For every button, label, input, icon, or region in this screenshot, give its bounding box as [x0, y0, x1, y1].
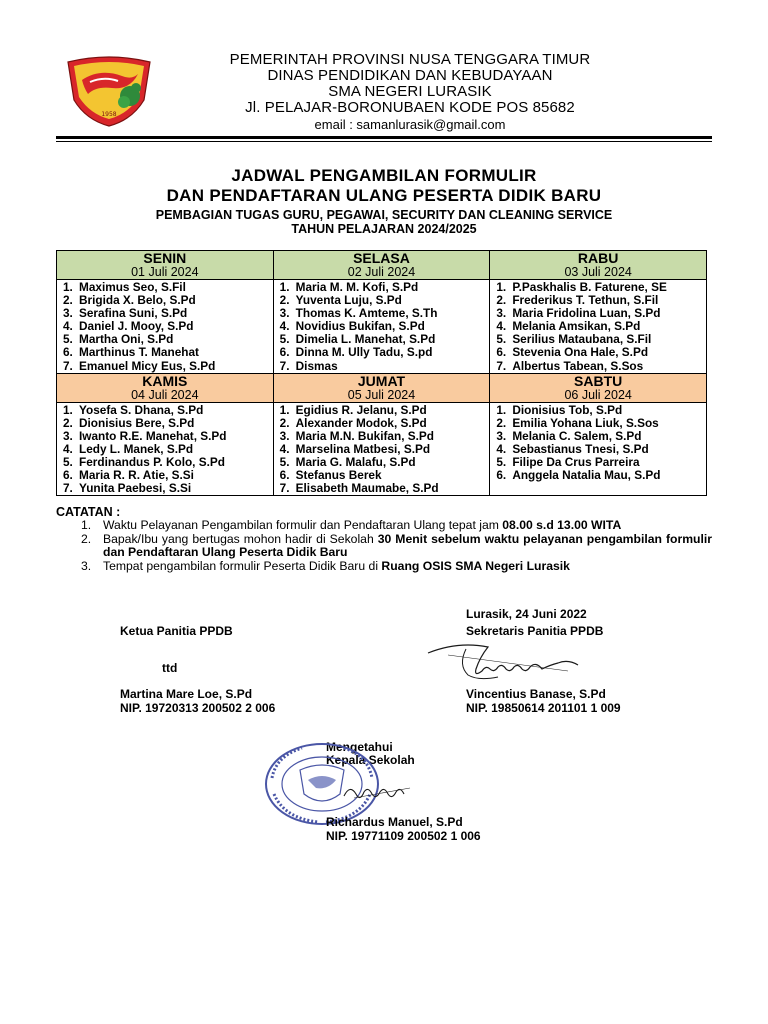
- title-line2: DAN PENDAFTARAN ULANG PESERTA DIDIK BARU: [166, 186, 602, 205]
- note-number: 2.: [81, 531, 92, 546]
- ketua-name: Martina Mare Loe, S.Pd: [120, 687, 253, 701]
- staff-name: Dinna M. Ully Tadu, S.pd: [295, 345, 433, 360]
- note-item: [56, 560, 712, 574]
- staff-number: 4.: [63, 441, 73, 456]
- staff-number: 1.: [63, 280, 73, 294]
- staff-number: 5.: [496, 332, 507, 347]
- note-text: [83, 560, 712, 574]
- note-text: [83, 519, 712, 533]
- staff-name: Iwanto R.E. Manehat, S.Pd: [79, 428, 227, 443]
- mengetahui-label: Mengetahui: [326, 740, 393, 754]
- staff-name: Stevenia Ona Hale, S.Pd: [512, 345, 649, 360]
- staff-list: [57, 280, 273, 373]
- day-date: 05 Juli 2024: [347, 387, 416, 402]
- staff-number: 6.: [63, 345, 73, 360]
- day-name: SELASA: [353, 250, 410, 266]
- note-text-bold: 30 Menit sebelum waktu pelayanan pengambilan formulir dan Pendaftaran Ulang Peserta Didik Baru: [103, 531, 712, 559]
- staff-number: 1.: [279, 402, 290, 417]
- day-header-row: [57, 373, 707, 402]
- note-text-plain: Bapak/Ibu yang bertugas mohon hadir di Sekolah: [103, 531, 378, 546]
- day-header-row: [57, 251, 707, 280]
- staff-list-item: [63, 482, 273, 495]
- day-date: 01 Juli 2024: [131, 265, 199, 279]
- staff-name: Serilius Mataubana, S.Fil: [512, 332, 652, 347]
- staff-list: [57, 403, 273, 496]
- staff-list-item: [280, 360, 490, 373]
- staff-name: Frederikus T. Tethun, S.Fil: [512, 293, 659, 308]
- ketua-title: Ketua Panitia PPDB: [120, 624, 233, 638]
- day-date: 03 Juli 2024: [564, 265, 632, 279]
- staff-name: Anggela Natalia Mau, S.Pd: [512, 468, 661, 483]
- staff-name: Sebastianus Tnesi, S.Pd: [512, 441, 649, 456]
- note-item: [56, 519, 712, 533]
- staff-number: 1.: [279, 280, 290, 294]
- staff-number: 2.: [279, 415, 290, 430]
- staff-list: [490, 280, 706, 373]
- staff-name: Albertus Tabean, S.Sos: [512, 358, 644, 373]
- day-name: JUMAT: [357, 372, 406, 389]
- note-text-bold: Ruang OSIS SMA Negeri Lurasik: [381, 558, 570, 573]
- staff-cell: [273, 402, 490, 496]
- staff-name: Dionisius Bere, S.Pd: [79, 415, 195, 430]
- staff-name: Dismas: [295, 358, 338, 373]
- staff-name: Maria G. Malafu, S.Pd: [295, 455, 416, 470]
- day-header: [490, 251, 707, 280]
- place-date: Lurasik, 24 Juni 2022: [466, 607, 587, 621]
- day-date: 02 Juli 2024: [347, 265, 416, 279]
- sekretaris-title: Sekretaris Panitia PPDB: [466, 624, 604, 638]
- staff-cell: [490, 280, 707, 374]
- letterhead-line2: DINAS PENDIDIKAN DAN KEBUDAYAAN: [267, 67, 553, 84]
- staff-row: [57, 280, 707, 374]
- note-number: 3.: [81, 558, 92, 573]
- staff-name: Melania Amsikan, S.Pd: [512, 319, 641, 334]
- letterhead-rule-thin: [56, 141, 712, 142]
- signature-image: [418, 635, 588, 690]
- letterhead-email: email : samanlurasik@gmail.com: [314, 117, 506, 132]
- staff-number: 4.: [496, 319, 507, 334]
- day-header: [490, 373, 707, 402]
- logo-year-text: 1958: [101, 111, 117, 118]
- staff-name: Egidius R. Jelanu, S.Pd: [295, 402, 427, 417]
- staff-number: 2.: [63, 415, 73, 430]
- staff-row: [57, 402, 707, 496]
- day-name: SABTU: [574, 372, 623, 389]
- sekretaris-name: Vincentius Banase, S.Pd: [466, 687, 606, 701]
- day-header: [273, 251, 490, 280]
- staff-name: Emanuel Micy Eus, S.Pd: [79, 358, 216, 373]
- staff-number: 6.: [496, 468, 507, 483]
- staff-number: 3.: [63, 306, 73, 321]
- day-header: [57, 251, 274, 280]
- staff-name: Yuventa Luju, S.Pd: [295, 293, 402, 308]
- staff-number: 1.: [63, 402, 73, 417]
- kepala-signature-image: [340, 778, 420, 806]
- sekretaris-nip: NIP. 19850614 201101 1 009: [466, 701, 621, 715]
- staff-name: Maria M.N. Bukifan, S.Pd: [295, 428, 434, 443]
- staff-number: 3.: [279, 306, 290, 321]
- notes-section: [56, 505, 712, 573]
- staff-number: 6.: [63, 468, 73, 483]
- staff-number: 4.: [496, 441, 507, 456]
- day-name: RABU: [577, 250, 619, 266]
- day-date: 04 Juli 2024: [131, 387, 199, 402]
- staff-number: 7.: [63, 481, 73, 496]
- staff-number: 6.: [279, 468, 290, 483]
- letterhead-line1: PEMERINTAH PROVINSI NUSA TENGGARA TIMUR: [229, 51, 591, 68]
- note-text: [83, 533, 712, 560]
- note-item: [56, 533, 712, 560]
- staff-cell: [490, 402, 707, 496]
- staff-name: Maria R. R. Atie, S.Si: [79, 468, 194, 483]
- staff-number: 5.: [496, 455, 507, 470]
- kepala-title: Kepala Sekolah: [326, 753, 415, 767]
- staff-number: 6.: [496, 345, 507, 360]
- staff-name: Maximus Seo, S.Fil: [79, 280, 186, 294]
- staff-name: Stefanus Berek: [295, 468, 382, 483]
- ketua-nip: NIP. 19720313 200502 2 006: [120, 701, 276, 715]
- note-text-plain: Waktu Pelayanan Pengambilan formulir dan Pendaftaran Ulang tepat jam: [103, 518, 503, 532]
- note-text-bold: 08.00 s.d 13.00 WITA: [502, 518, 622, 532]
- staff-number: 2.: [279, 293, 290, 308]
- staff-name: Alexander Modok, S.Pd: [295, 415, 427, 430]
- staff-number: 5.: [63, 332, 73, 347]
- staff-name: Filipe Da Crus Parreira: [512, 455, 640, 470]
- staff-list-item: [496, 360, 706, 373]
- staff-number: 3.: [496, 428, 507, 443]
- staff-list: [274, 403, 490, 496]
- day-name: KAMIS: [142, 372, 188, 389]
- staff-number: 7.: [63, 358, 73, 373]
- day-header: [273, 373, 490, 402]
- staff-number: 7.: [279, 481, 290, 496]
- note-number: 1.: [81, 518, 92, 532]
- staff-list: [274, 280, 490, 373]
- staff-name: Dionisius Tob, S.Pd: [512, 402, 623, 417]
- staff-number: 2.: [496, 293, 507, 308]
- staff-name: Melania C. Salem, S.Pd: [512, 428, 642, 443]
- staff-number: 3.: [279, 428, 290, 443]
- document-title: [56, 166, 712, 236]
- staff-name: Marselina Matbesi, S.Pd: [295, 441, 431, 456]
- kepala-name: Richardus Manuel, S.Pd: [326, 815, 463, 829]
- day-date: 06 Juli 2024: [564, 387, 632, 402]
- staff-name: Emilia Yohana Liuk, S.Sos: [512, 415, 659, 430]
- staff-number: 5.: [279, 332, 290, 347]
- staff-list: [490, 403, 706, 483]
- day-header: [57, 373, 274, 402]
- letterhead-line3: SMA NEGERI LURASIK: [328, 83, 492, 100]
- staff-name: Novidius Bukifan, S.Pd: [295, 319, 425, 334]
- kepala-nip: NIP. 19771109 200502 1 006: [326, 829, 481, 843]
- staff-cell: [273, 280, 490, 374]
- staff-name: Ferdinandus P. Kolo, S.Pd: [79, 455, 225, 470]
- schedule-table: [56, 250, 707, 496]
- staff-number: 7.: [279, 358, 290, 373]
- ketua-ttd: ttd: [162, 661, 178, 675]
- staff-cell: [57, 402, 274, 496]
- staff-name: Maria M. M. Kofi, S.Pd: [295, 280, 419, 294]
- staff-number: 5.: [63, 455, 73, 470]
- staff-name: Serafina Suni, S.Pd: [79, 306, 188, 321]
- letterhead-rule-thick: [56, 136, 712, 139]
- staff-number: 1.: [496, 280, 507, 294]
- staff-name: Yosefa S. Dhana, S.Pd: [79, 402, 204, 417]
- staff-number: 3.: [496, 306, 507, 321]
- staff-number: 3.: [63, 428, 73, 443]
- staff-list-item: [63, 360, 273, 373]
- title-line3: PEMBAGIAN TUGAS GURU, PEGAWAI, SECURITY DAN CLEANING SERVICE: [155, 208, 613, 222]
- staff-number: 4.: [63, 319, 73, 334]
- staff-number: 2.: [496, 415, 507, 430]
- title-line4: TAHUN PELAJARAN 2024/2025: [291, 222, 477, 236]
- day-name: SENIN: [143, 250, 187, 266]
- staff-name: Daniel J. Mooy, S.Pd: [79, 319, 194, 334]
- title-line1: JADWAL PENGAMBILAN FORMULIR: [231, 166, 537, 185]
- staff-name: P.Paskhalis B. Faturene, SE: [512, 280, 667, 294]
- staff-name: Thomas K. Amteme, S.Th: [295, 306, 438, 321]
- staff-name: Marthinus T. Manehat: [79, 345, 199, 360]
- staff-number: 4.: [279, 441, 290, 456]
- staff-number: 2.: [63, 293, 73, 308]
- letterhead: [130, 52, 690, 133]
- staff-number: 6.: [279, 345, 290, 360]
- staff-list-item: [496, 469, 706, 482]
- staff-cell: [57, 280, 274, 374]
- staff-list-item: [280, 482, 490, 495]
- staff-name: Maria Fridolina Luan, S.Pd: [512, 306, 661, 321]
- staff-number: 7.: [496, 358, 507, 373]
- staff-number: 4.: [279, 319, 290, 334]
- staff-name: Yunita Paebesi, S.Si: [79, 481, 192, 496]
- staff-name: Martha Oni, S.Pd: [79, 332, 174, 347]
- notes-heading: CATATAN :: [56, 505, 121, 519]
- staff-number: 1.: [496, 402, 507, 417]
- staff-number: 5.: [279, 455, 290, 470]
- staff-name: Dimelia L. Manehat, S.Pd: [295, 332, 436, 347]
- note-text-plain: Tempat pengambilan formulir Peserta Didik Baru di: [103, 558, 382, 573]
- letterhead-line4: Jl. PELAJAR-BORONUBAEN KODE POS 85682: [245, 99, 575, 116]
- staff-name: Brigida X. Belo, S.Pd: [79, 293, 196, 308]
- staff-name: Elisabeth Maumabe, S.Pd: [295, 481, 439, 496]
- staff-name: Ledy L. Manek, S.Pd: [79, 441, 194, 456]
